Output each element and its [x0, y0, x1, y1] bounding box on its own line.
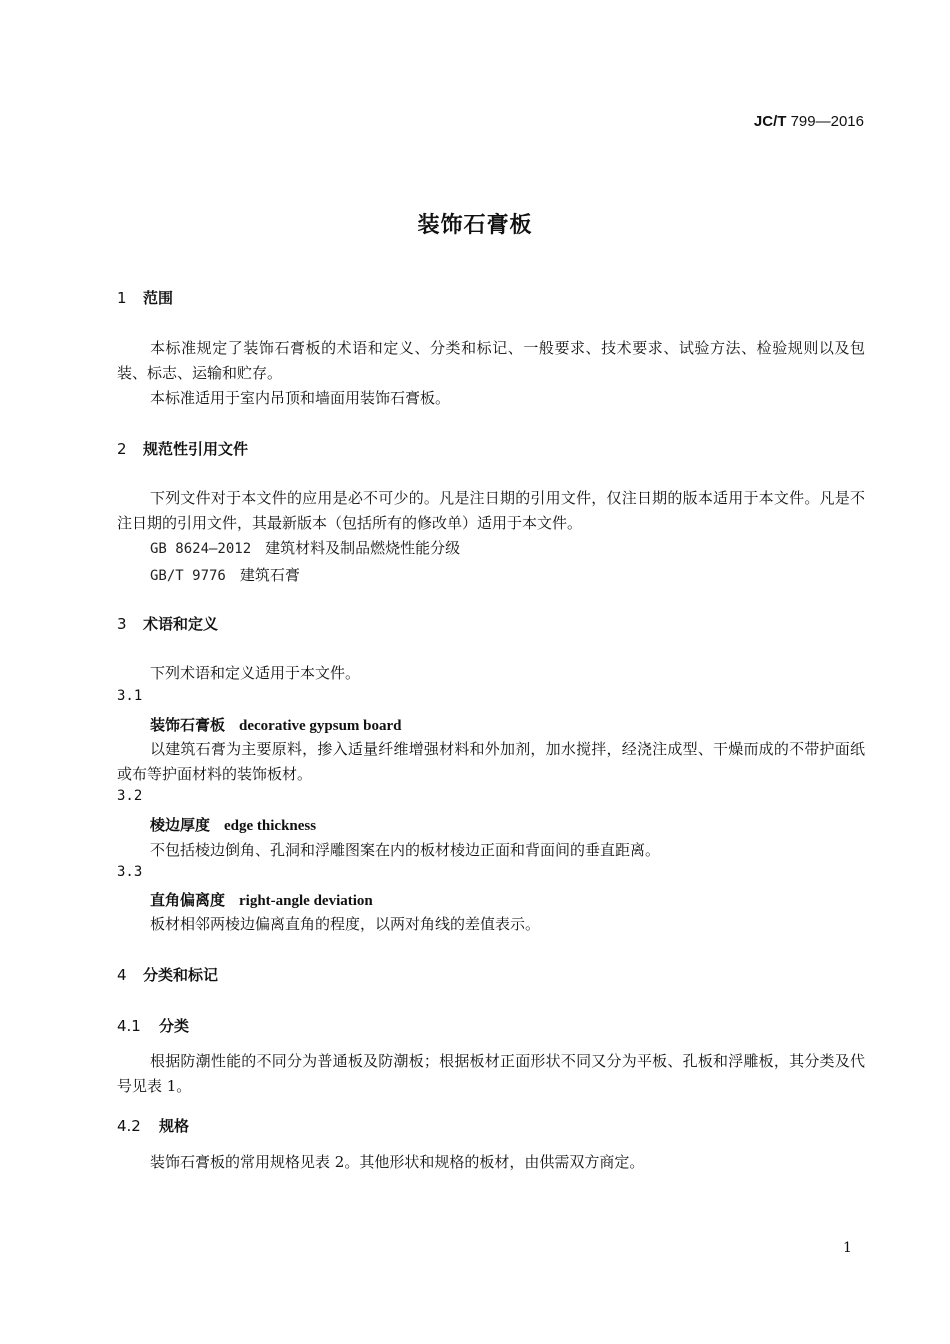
- term-definition: 板材相邻两棱边偏离直角的程度，以两对角线的差值表示。: [150, 915, 541, 933]
- subsection-4-2-heading: 4.2 规格: [117, 1117, 190, 1135]
- term-heading: 棱边厚度 edge thickness: [150, 816, 317, 834]
- section-3-intro: 下列术语和定义适用于本文件。: [150, 664, 361, 682]
- term-definition: 不包括棱边倒角、孔洞和浮雕图案在内的板材棱边正面和背面间的垂直距离。: [150, 841, 661, 859]
- page-number: 1: [843, 1240, 852, 1256]
- term-number: 3.2: [117, 788, 143, 804]
- section-1-heading: 1 范围: [117, 289, 174, 307]
- document-title: 装饰石膏板: [417, 213, 533, 238]
- term-definition: 以建筑石膏为主要原料，掺入适量纤维增强材料和外加剂，加水搅拌，经浇注成型、干燥而成的不带护面纸或布等护面材料的装饰板材。: [117, 740, 865, 783]
- term-number: 3.3: [117, 864, 143, 880]
- term-heading: 直角偏离度 right-angle deviation: [150, 891, 373, 909]
- section-1-paragraph-2: 本标准适用于室内吊顶和墙面用装饰石膏板。: [150, 389, 451, 407]
- term-number: 3.1: [117, 688, 143, 704]
- subsection-4-1-paragraph: 根据防潮性能的不同分为普通板及防潮板；根据板材正面形状不同又分为平板、孔板和浮雕板，其分类及代号见表 1。: [117, 1052, 865, 1095]
- subsection-4-1-heading: 4.1 分类: [117, 1017, 190, 1035]
- term-heading: 装饰石膏板 decorative gypsum board: [150, 716, 402, 734]
- section-4-heading: 4 分类和标记: [117, 966, 219, 984]
- section-2-paragraph-1: 下列文件对于本文件的应用是必不可少的。凡是注日期的引用文件，仅注日期的版本适用于本文件。凡是不注日期的引用文件，其最新版本（包括所有的修改单）适用于本文件。: [117, 489, 865, 532]
- section-3-heading: 3 术语和定义: [117, 615, 219, 633]
- standard-number: JC/T 799—2016: [753, 113, 864, 130]
- section-1-paragraph-1: 本标准规定了装饰石膏板的术语和定义、分类和标记、一般要求、技术要求、试验方法、检验规则以及包装、标志、运输和贮存。: [117, 339, 865, 382]
- normative-reference: GB 8624—2012 建筑材料及制品燃烧性能分级: [150, 539, 461, 557]
- section-2-heading: 2 规范性引用文件: [117, 440, 249, 458]
- subsection-4-2-paragraph: 装饰石膏板的常用规格见表 2。其他形状和规格的板材，由供需双方商定。: [150, 1153, 645, 1171]
- normative-reference: GB/T 9776 建筑石膏: [150, 566, 300, 584]
